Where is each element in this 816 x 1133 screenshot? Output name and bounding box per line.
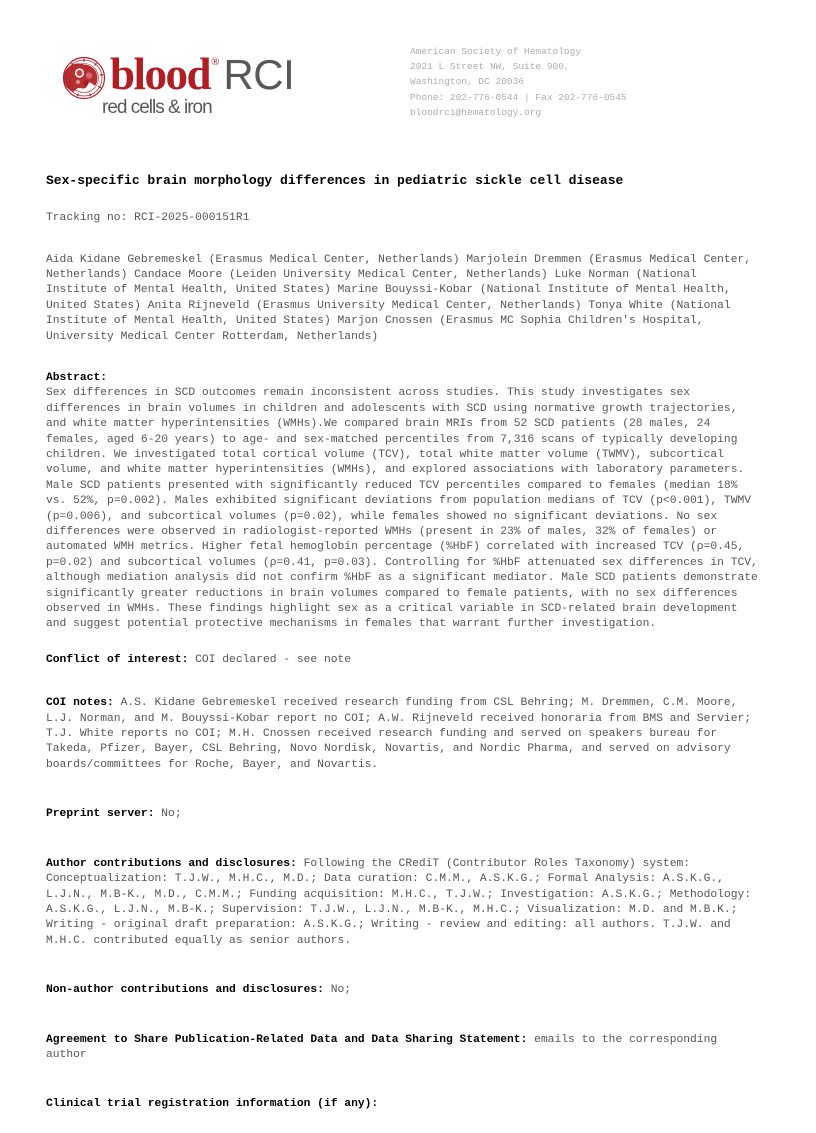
address-line-email: bloodrci@hematology.org: [410, 106, 542, 118]
logo-primary-row: [62, 49, 302, 100]
address-line-phone-fax: Phone: 202-776-0544 | Fax 202-776-0545: [410, 91, 627, 103]
section-coi-notes: [46, 696, 762, 773]
section-label: Agreement to Share Publication-Related Data and Data Sharing Statement: [46, 1033, 521, 1046]
logo-wordmark-group: [110, 49, 295, 99]
blood-rci-logo: [62, 49, 302, 127]
abstract-heading: Abstract:: [46, 371, 108, 384]
section-separator: :: [317, 984, 324, 997]
section-preprint-server: [46, 807, 762, 822]
logo-wordmark-blood: blood: [110, 49, 211, 99]
document-body: [46, 172, 762, 1133]
section-separator: :: [520, 1033, 528, 1046]
address-line-street: 2021 L Street NW, Suite 900,: [410, 61, 570, 73]
section-value: Following the CRediT (Contributor Roles Taxonomy) system: Conceptualization: T.J.W., M.H.C., M.D.; Data curation: C.M.M., A.S.K.G.; Formal Analysis: A.S.K.G., L.J.N., M.B-K., M.D., C.M.M.; Funding acquisition: M.H.C., T.J.W.; Investigation: A.S.K.G.; Methodology: A.S.K.G., L.J.N., M.B-K.; Supervision: T.J.W., L.J.N., M.B-K., M.H.C.; Visualization: M.D. and M.B.K.; Writing - original draft preparation: A.S.K.G.; Writing - review and editing: all authors. T.J.W. and M.H.C. contributed equally as senior authors.: [46, 857, 752, 947]
section-value: A.S. Kidane Gebremeskel received research funding from CSL Behring; M. Dremmen, C.M. Moore, L.J. Norman, and M. Bouyssi-Kobar report no COI; A.W. Rijneveld received honoraria from BMS and Servier; T.J. White reports no COI; M.H. Cnossen received research funding and served on speakers bureau for Takeda, Pfizer, Bayer, CSL Behring, Novo Nordisk, Novartis, and Nordic Pharma, and served on advisory boards/committees for Roche, Bayer, and Novartis.: [46, 697, 752, 771]
abstract-section: [46, 371, 762, 633]
publisher-address-block: [410, 44, 627, 120]
author-affiliation-list: Aida Kidane Gebremeskel (Erasmus Medical Center, Netherlands) Marjolein Dremmen (Erasmus Medical Center, Netherlands) Candace Moore (Leiden University Medical Center, Netherlands) Luke Norman (National Institute of Mental Health, United States) Marine Bouyssi-Kobar (National Institute of Mental Health, United States) Anita Rijneveld (Erasmus University Medical Center, Netherlands) Tonya White (National Institute of Mental Health, United States) Marjon Cnossen (Erasmus MC Sophia Children's Hospital, University Medical Center Rotterdam, Netherlands): [46, 253, 752, 343]
abstract-text: Sex differences in SCD outcomes remain inconsistent across studies. This study investigates sex differences in brain volumes in children and adolescents with SCD using normative growth trajectories, and white matter hyperintensities (WMHs).We compared brain MRIs from 52 SCD patients (28 males, 24 females, aged 6-20 years) to age- and sex-matched percentiles from 7,316 scans of typically developing children. We investigated total cortical volume (TCV), total white matter volume (TWMV), subcortical volume, and white matter hyperintensities (WMHs), and explored associations with laboratory parameters. Male SCD patients presented with significantly reduced TCV percentiles compared to females (median 18% vs. 52%, p=0.002). Males exhibited significant deviations from population medians of TCV (p<0.001), TWMV (p=0.006), and subcortical volumes (p=0.02), while females showed no significant deviations. No sex differences were observed in radiologist-reported WMHs (present in 23% of males, 32% of females) or automated WMH metrics. Higher fetal hemoglobin percentage (%HbF) correlated with increased TCV (ρ=0.45, p=0.02) and subcortical volumes (ρ=0.41, p=0.03). Controlling for %HbF attenuated sex differences in TCV, although mediation analysis did not confirm %HbF as a significant mediator. Male SCD patients demonstrate significantly greater reductions in brain volumes compared to female patients, with no sex differences observed in WMHs. These findings highlight sex as a critical variable in SCD-related brain development and suggest potential protective mechanisms in females that warrant further investigation.: [46, 387, 758, 631]
page-header: [0, 0, 816, 150]
section-separator: :: [107, 697, 114, 710]
section-data-sharing-agreement: [46, 1033, 762, 1064]
section-label: Conflict of interest: [46, 653, 182, 666]
section-separator: :: [147, 808, 155, 821]
address-line-city: Washington, DC 20036: [410, 76, 525, 88]
section-clinical-trial-registration: [46, 1097, 762, 1112]
american-society-of-hematology-seal-icon: [62, 56, 106, 100]
page-title: Sex-specific brain morphology differences in pediatric sickle cell disease: [46, 173, 624, 188]
section-separator: :: [371, 1098, 379, 1111]
section-label: Non-author contributions and disclosures: [46, 984, 318, 997]
tracking-number: Tracking no: RCI-2025-000151R1: [46, 212, 250, 224]
section-value: No;: [330, 984, 352, 997]
address-line-organization: American Society of Hematology: [410, 46, 582, 57]
section-non-author-contributions: [46, 983, 762, 998]
section-label: Author contributions and disclosures: [46, 857, 291, 870]
section-value: emails to the corresponding author: [46, 1033, 718, 1061]
section-label: COI notes: [46, 697, 108, 710]
logo-wordmark-rci: RCI: [223, 51, 295, 98]
section-author-contributions: [46, 857, 762, 949]
logo-tagline: red cells & iron: [102, 97, 212, 118]
section-label: Preprint server: [46, 808, 148, 821]
section-label: Clinical trial registration information (if any): [46, 1098, 372, 1111]
section-conflict-of-interest: [46, 653, 762, 668]
section-value: No;: [161, 808, 182, 821]
registered-trademark-icon: ®: [211, 55, 220, 68]
section-value: COI declared - see note: [195, 653, 352, 666]
section-separator: :: [290, 857, 297, 870]
section-separator: :: [181, 653, 189, 666]
